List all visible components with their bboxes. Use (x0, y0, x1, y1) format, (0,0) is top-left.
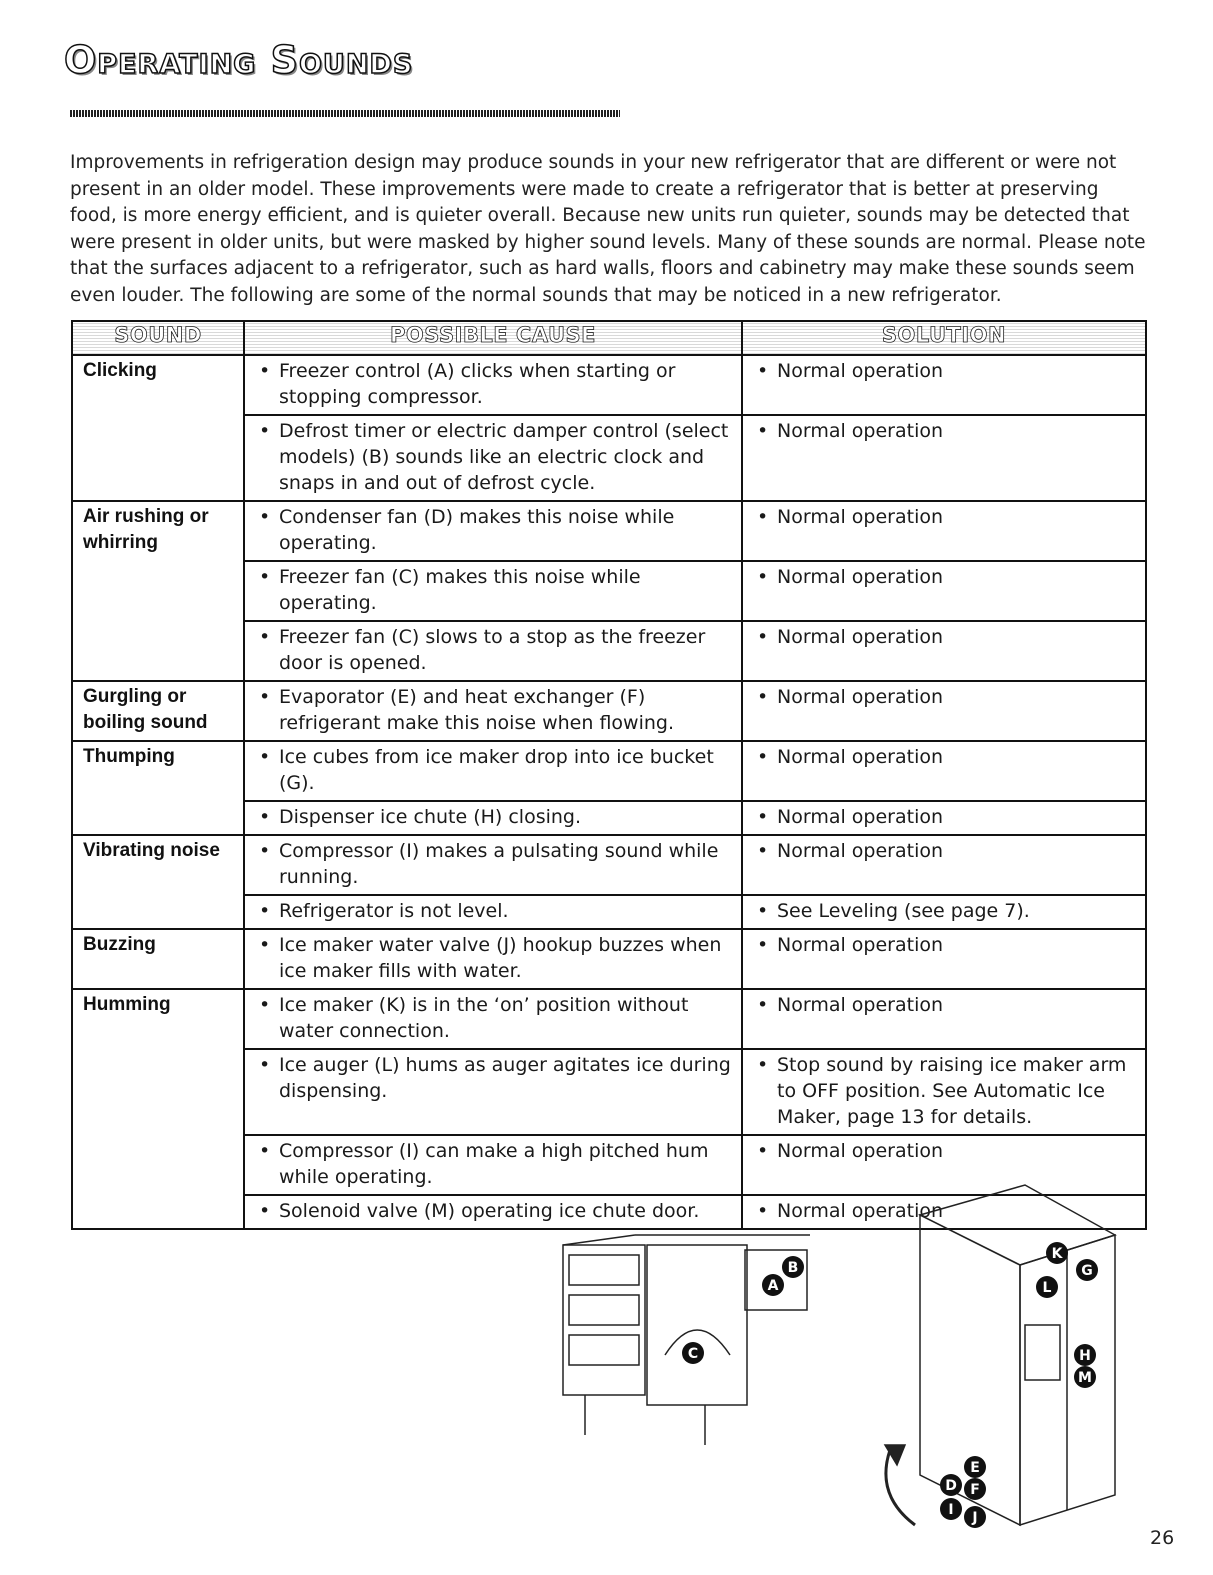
bullet-icon: • (259, 840, 271, 862)
solution-cell (742, 415, 1146, 501)
cause-text: Dispenser ice chute (H) closing. (279, 806, 582, 828)
svg-text:C: C (687, 1346, 699, 1362)
bullet-icon: • (259, 1054, 271, 1076)
sound-cell: Clicking (72, 355, 244, 501)
solution-text: Normal operation (777, 566, 944, 588)
bullet-icon: • (259, 1140, 271, 1162)
page-number: 26 (1150, 1527, 1175, 1549)
table-header-row (72, 321, 1146, 355)
page-title: Operating Sounds (64, 38, 414, 82)
cause-text: Ice cubes from ice maker drop into ice bucket (G). (279, 746, 714, 794)
cause-text: Ice maker water valve (J) hookup buzzes when ice maker fills with water. (279, 934, 722, 982)
header-possible-cause: POSSIBLE CAUSE (244, 321, 742, 355)
bullet-icon: • (259, 1200, 271, 1222)
svg-text:I: I (948, 1502, 954, 1518)
cause-cell (244, 801, 742, 835)
callout-l (1036, 1276, 1058, 1298)
cause-text: Freezer fan (C) slows to a stop as the freezer door is opened. (279, 626, 706, 674)
bullet-icon: • (757, 900, 769, 922)
solution-text: Normal operation (777, 686, 944, 708)
cause-cell (244, 929, 742, 989)
callout-j (964, 1506, 986, 1528)
header-sound: SOUND (72, 321, 244, 355)
bullet-icon: • (757, 360, 769, 382)
callout-e (964, 1456, 986, 1478)
bullet-icon: • (757, 420, 769, 442)
table-row (72, 355, 1146, 415)
title-rule (70, 110, 620, 117)
cause-text: Solenoid valve (M) operating ice chute door. (279, 1200, 700, 1222)
bullet-icon: • (757, 566, 769, 588)
svg-text:B: B (787, 1260, 799, 1276)
solution-cell (742, 561, 1146, 621)
cause-cell (244, 681, 742, 741)
cause-text: Evaporator (E) and heat exchanger (F) refrigerant make this noise when flowing. (279, 686, 674, 734)
svg-text:E: E (970, 1460, 980, 1476)
cause-cell (244, 835, 742, 895)
cause-text: Refrigerator is not level. (279, 900, 509, 922)
table-row (72, 929, 1146, 989)
bullet-icon: • (757, 806, 769, 828)
cause-cell (244, 989, 742, 1049)
svg-text:D: D (945, 1478, 957, 1494)
header-solution: SOLUTION (742, 321, 1146, 355)
callout-d (940, 1474, 962, 1496)
table-body (72, 355, 1146, 1229)
cause-text: Condenser fan (D) makes this noise while operating. (279, 506, 675, 554)
solution-text: Normal operation (777, 626, 944, 648)
callout-k (1046, 1242, 1068, 1264)
sound-cell: Thumping (72, 741, 244, 835)
callout-h (1074, 1344, 1096, 1366)
solution-text: Normal operation (777, 1140, 944, 1162)
refrigerator-illustration (555, 1145, 1155, 1570)
solution-text: Normal operation (777, 806, 944, 828)
solution-cell (742, 501, 1146, 561)
svg-text:K: K (1051, 1246, 1063, 1262)
bullet-icon: • (259, 420, 271, 442)
sound-cell: Air rushing or whirring (72, 501, 244, 681)
bullet-icon: • (259, 686, 271, 708)
solution-text: Normal operation (777, 360, 944, 382)
solution-text: Normal operation (777, 420, 944, 442)
callout-c (682, 1342, 704, 1364)
solution-text: Stop sound by raising ice maker arm to OFF position. See Automatic Ice Maker, page 13 for details. (777, 1054, 1127, 1128)
sound-cell: Vibrating noise (72, 835, 244, 929)
solution-text: Normal operation (777, 1200, 944, 1222)
sound-cell: Gurgling or boiling sound (72, 681, 244, 741)
svg-text:L: L (1042, 1280, 1052, 1296)
bullet-icon: • (757, 994, 769, 1016)
bullet-icon: • (757, 746, 769, 768)
table-row (72, 501, 1146, 561)
svg-text:J: J (972, 1510, 978, 1526)
cause-cell (244, 415, 742, 501)
bullet-icon: • (757, 1054, 769, 1076)
svg-text:H: H (1079, 1348, 1091, 1364)
bullet-icon: • (259, 626, 271, 648)
bullet-icon: • (259, 806, 271, 828)
bullet-icon: • (259, 506, 271, 528)
solution-text: Normal operation (777, 934, 944, 956)
sound-cell: Humming (72, 989, 244, 1229)
cause-cell (244, 501, 742, 561)
callout-f (964, 1478, 986, 1500)
table-row (72, 741, 1146, 801)
svg-text:A: A (767, 1278, 779, 1294)
solution-cell (742, 741, 1146, 801)
bullet-icon: • (259, 934, 271, 956)
operating-sounds-table (71, 320, 1147, 1230)
cause-text: Compressor (I) can make a high pitched hum while operating. (279, 1140, 709, 1188)
cause-text: Defrost timer or electric damper control (select models) (B) sounds like an electric clock and snaps in and out of defrost cycle. (279, 420, 729, 494)
solution-cell (742, 681, 1146, 741)
cause-cell (244, 621, 742, 681)
bullet-icon: • (757, 934, 769, 956)
bullet-icon: • (259, 994, 271, 1016)
solution-text: Normal operation (777, 840, 944, 862)
cause-text: Freezer fan (C) makes this noise while operating. (279, 566, 641, 614)
table-row (72, 681, 1146, 741)
svg-text:G: G (1081, 1263, 1093, 1279)
svg-text:M: M (1078, 1370, 1092, 1386)
bullet-icon: • (757, 1140, 769, 1162)
solution-cell (742, 621, 1146, 681)
callout-m (1074, 1366, 1096, 1388)
solution-cell (742, 355, 1146, 415)
solution-cell (742, 801, 1146, 835)
bullet-icon: • (757, 1200, 769, 1222)
solution-cell (742, 929, 1146, 989)
solution-cell (742, 1049, 1146, 1135)
bullet-icon: • (259, 566, 271, 588)
cause-text: Compressor (I) makes a pulsating sound while running. (279, 840, 719, 888)
bullet-icon: • (757, 686, 769, 708)
solution-cell (742, 835, 1146, 895)
freezer-interior-drawing (563, 1235, 810, 1445)
bullet-icon: • (259, 360, 271, 382)
intro-paragraph: Improvements in refrigeration design may produce sounds in your new refrigerator that are different or were not present in an older model. These improvements were made to create a refrigerator that is better at preserving food, is more energy efficient, and is quieter overall. Because new units run quieter, sounds may be detected that were present in older units, but were masked by higher sound levels. Many of these sounds are normal. Please note that the surfaces adjacent to a refrigerator, such as hard walls, floors and cabinetry may make these sounds seem even louder. The following are some of the normal sounds that may be noticed in a new refrigerator. (70, 152, 1146, 306)
callout-a (762, 1274, 784, 1296)
cause-cell (244, 895, 742, 929)
bullet-icon: • (259, 900, 271, 922)
cause-cell (244, 561, 742, 621)
cause-cell (244, 355, 742, 415)
callout-i (940, 1498, 962, 1520)
bullet-icon: • (259, 746, 271, 768)
solution-text: See Leveling (see page 7). (777, 900, 1030, 922)
solution-text: Normal operation (777, 746, 944, 768)
solution-cell (742, 989, 1146, 1049)
solution-cell (742, 895, 1146, 929)
cause-cell (244, 1049, 742, 1135)
table-row (72, 989, 1146, 1049)
table-row (72, 835, 1146, 895)
cause-text: Ice maker (K) is in the ‘on’ position without water connection. (279, 994, 689, 1042)
bullet-icon: • (757, 626, 769, 648)
solution-text: Normal operation (777, 994, 944, 1016)
bullet-icon: • (757, 506, 769, 528)
cause-text: Ice auger (L) hums as auger agitates ice during dispensing. (279, 1054, 731, 1102)
cause-text: Freezer control (A) clicks when starting or stopping compressor. (279, 360, 676, 408)
sound-cell: Buzzing (72, 929, 244, 989)
cause-cell (244, 741, 742, 801)
callout-b (782, 1256, 804, 1278)
callout-g (1076, 1259, 1098, 1281)
bullet-icon: • (757, 840, 769, 862)
solution-text: Normal operation (777, 506, 944, 528)
svg-text:F: F (970, 1482, 980, 1498)
